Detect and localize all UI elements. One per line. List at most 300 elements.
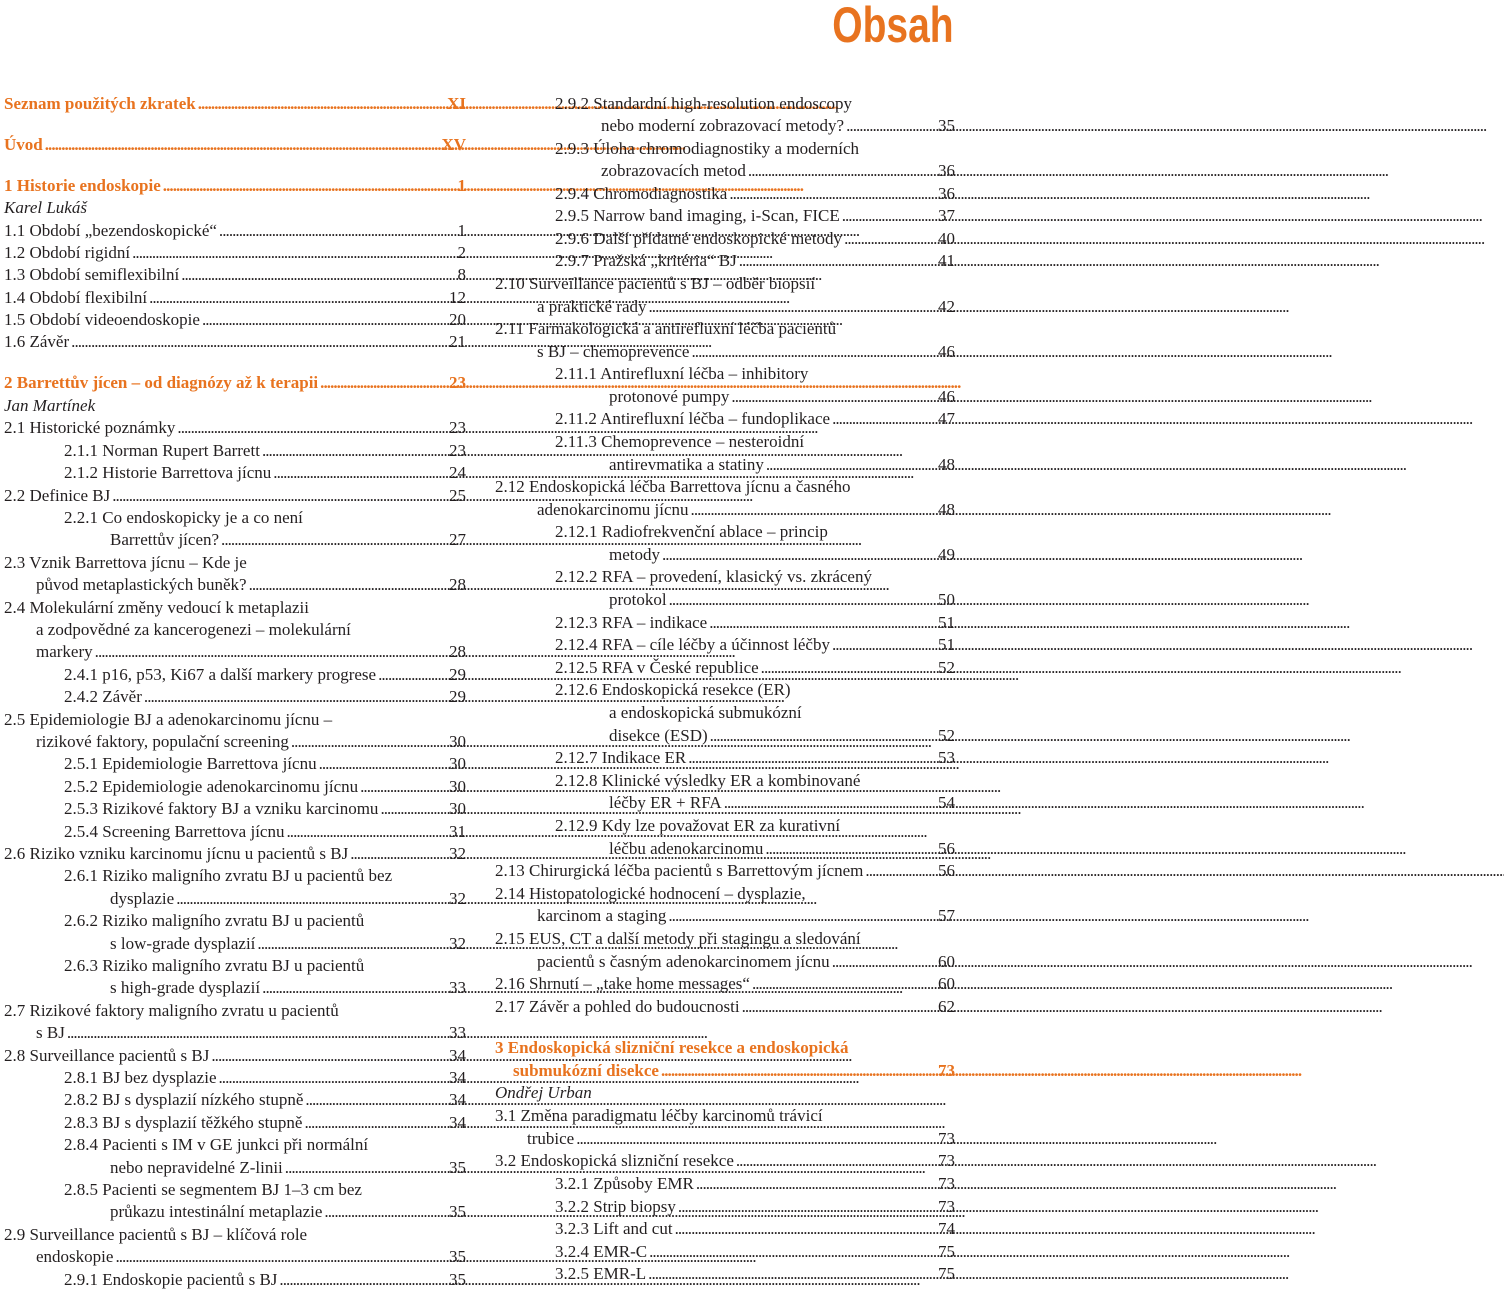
toc-dot-leader xyxy=(320,372,447,394)
toc-entry-title: Barrettův jícen? xyxy=(110,530,220,549)
toc-page-number: 35 xyxy=(449,1158,466,1177)
toc-entry-title: 2.4.2 Závěr xyxy=(64,687,142,706)
toc-entry-title: léčbu adenokarcinomu xyxy=(609,839,764,858)
toc-entry xyxy=(0,372,466,394)
toc-dot-leader xyxy=(219,220,456,242)
toc-entry-title: submukózní disekce xyxy=(513,1061,659,1080)
toc-entry-title: 2.9.6 Další přídatné endoskopické metody xyxy=(555,229,843,248)
toc-page-number: 1 xyxy=(457,221,466,240)
toc-dot-leader xyxy=(691,499,936,521)
toc-entry xyxy=(0,798,466,820)
toc-entry xyxy=(0,331,466,353)
toc-entry xyxy=(0,264,466,286)
toc-entry xyxy=(493,860,955,882)
toc-entry-title: nebo nepravidelné Z-linii xyxy=(110,1158,283,1177)
toc-dot-leader xyxy=(648,1263,936,1285)
toc-entry xyxy=(493,1060,955,1082)
toc-entry xyxy=(0,933,466,955)
toc-entry xyxy=(493,499,955,521)
toc-dot-leader xyxy=(257,933,447,955)
toc-entry xyxy=(0,731,466,753)
toc-entry-title: 2.8.1 BJ bez dysplazie xyxy=(64,1068,217,1087)
toc-page-number: 29 xyxy=(449,687,466,706)
toc-entry xyxy=(0,417,466,439)
toc-entry-title: 1.5 Období videoendoskopie xyxy=(4,310,200,329)
toc-dot-leader xyxy=(291,731,447,753)
toc-entry xyxy=(0,485,466,507)
toc-entry-title: a endoskopická submukózní xyxy=(609,703,802,722)
toc-entry xyxy=(493,183,955,205)
toc-page-number: 28 xyxy=(449,575,466,594)
toc-dot-leader xyxy=(115,1246,447,1268)
toc-entry-title: 2.17 Závěr a pohled do budoucnosti xyxy=(495,997,740,1016)
toc-page-number: 30 xyxy=(449,754,466,773)
toc-dot-leader xyxy=(844,228,936,250)
toc-entry xyxy=(493,1037,955,1059)
toc-entry xyxy=(493,1105,955,1127)
toc-entry-title: 2.12 Endoskopická léčba Barrettova jícnu a časného xyxy=(495,477,851,496)
toc-page-number: 75 xyxy=(938,1242,955,1261)
toc-dot-leader xyxy=(832,408,936,430)
toc-entry xyxy=(493,228,955,250)
toc-page-number: 40 xyxy=(938,229,955,248)
toc-dot-leader xyxy=(661,1060,936,1082)
toc-entry xyxy=(0,574,466,596)
toc-entry xyxy=(493,973,955,995)
toc-entry-title: a zodpovědné za kancerogenezi – molekulární xyxy=(36,620,351,639)
toc-entry-title: 2.6.1 Riziko maligního zvratu BJ u pacientů bez xyxy=(64,866,393,885)
toc-page-number: 32 xyxy=(449,889,466,908)
toc-entry-title: 2.11.2 Antirefluxní léčba – fundoplikace xyxy=(555,409,831,428)
toc-entry-title: nebo moderní zobrazovací metody? xyxy=(601,116,845,135)
toc-entry xyxy=(0,220,466,242)
toc-page-number: 60 xyxy=(938,952,955,971)
toc-page-number: 35 xyxy=(449,1247,466,1266)
toc-entry-title: 1.6 Závěr xyxy=(4,332,70,351)
toc-entry xyxy=(493,115,955,137)
toc-entry xyxy=(493,273,955,295)
toc-dot-leader xyxy=(144,686,447,708)
toc-entry xyxy=(493,544,955,566)
toc-page-number: 33 xyxy=(449,978,466,997)
toc-page-number: 73 xyxy=(938,1061,955,1080)
toc-entry xyxy=(0,1000,466,1022)
toc-dot-leader xyxy=(219,1067,448,1089)
toc-entry-title: 2.2.1 Co endoskopicky je a co není xyxy=(64,508,303,527)
toc-entry xyxy=(0,1134,466,1156)
toc-entry xyxy=(493,1128,955,1150)
toc-entry xyxy=(0,1179,466,1201)
toc-author xyxy=(493,1082,955,1104)
toc-dot-leader xyxy=(198,93,445,115)
toc-entry xyxy=(493,905,955,927)
toc-dot-leader xyxy=(249,574,447,596)
toc-dot-leader xyxy=(832,951,936,973)
toc-entry xyxy=(493,296,955,318)
toc-page-number: 41 xyxy=(938,251,955,270)
toc-entry xyxy=(0,641,466,663)
toc-entry xyxy=(0,709,466,731)
toc-page-number: 33 xyxy=(449,1023,466,1042)
toc-entry xyxy=(0,753,466,775)
toc-dot-leader xyxy=(688,747,936,769)
toc-entry-title: 2.5.1 Epidemiologie Barrettova jícnu xyxy=(64,754,317,773)
toc-entry-title: disekce (ESD) xyxy=(609,726,708,745)
toc-page-number: 28 xyxy=(449,642,466,661)
toc-entry xyxy=(0,1067,466,1089)
toc-entry xyxy=(493,454,955,476)
toc-entry xyxy=(493,1263,955,1285)
toc-entry-title: 2.15 EUS, CT a další metody při stagingu a sledování xyxy=(495,929,861,948)
toc-entry xyxy=(493,408,955,430)
toc-dot-leader xyxy=(132,242,455,264)
toc-entry-title: s low-grade dysplazií xyxy=(110,934,256,953)
toc-entry-title: adenokarcinomu jícnu xyxy=(537,500,689,519)
toc-page-number: 36 xyxy=(938,161,955,180)
toc-entry-title: protonové pumpy xyxy=(609,387,730,406)
toc-entry-title: 2.8.2 BJ s dysplazií nízkého stupně xyxy=(64,1090,304,1109)
toc-dot-leader xyxy=(112,485,447,507)
toc-entry xyxy=(493,476,955,498)
toc-entry xyxy=(493,566,955,588)
toc-dot-leader xyxy=(71,331,447,353)
toc-page-number: 53 xyxy=(938,748,955,767)
toc-entry xyxy=(493,250,955,272)
toc-dot-leader xyxy=(669,589,936,611)
toc-dot-leader xyxy=(710,725,936,747)
toc-dot-leader xyxy=(675,1218,936,1240)
toc-dot-leader xyxy=(736,1150,936,1172)
toc-author xyxy=(0,395,466,417)
toc-entry xyxy=(493,657,955,679)
toc-dot-leader xyxy=(668,905,936,927)
toc-entry xyxy=(0,888,466,910)
toc-entry-title: 2.5.4 Screening Barrettova jícnu xyxy=(64,822,285,841)
toc-entry xyxy=(0,1201,466,1223)
toc-entry-title: 3.2 Endoskopická slizniční resekce xyxy=(495,1151,734,1170)
toc-entry xyxy=(0,93,466,115)
toc-entry xyxy=(493,1241,955,1263)
toc-page-number: 30 xyxy=(449,732,466,751)
toc-entry xyxy=(493,318,955,340)
toc-entry xyxy=(493,431,955,453)
toc-dot-leader xyxy=(319,753,447,775)
toc-entry-title: léčby ER + RFA xyxy=(609,793,722,812)
toc-page-number: 25 xyxy=(449,486,466,505)
toc-entry xyxy=(493,883,955,905)
toc-entry xyxy=(0,597,466,619)
toc-entry-title: karcinom a staging xyxy=(537,906,667,925)
toc-dot-leader xyxy=(761,657,936,679)
toc-entry-title: Karel Lukáš xyxy=(4,198,87,217)
toc-page-number: 30 xyxy=(449,777,466,796)
toc-dot-leader xyxy=(262,440,447,462)
toc-entry-title: 2.8.4 Pacienti s IM v GE junkci při normální xyxy=(64,1135,369,1154)
toc-dot-leader xyxy=(865,860,936,882)
toc-page-number: 46 xyxy=(938,387,955,406)
toc-entry-title: 2.1 Historické poznámky xyxy=(4,418,176,437)
toc-entry xyxy=(0,462,466,484)
toc-entry xyxy=(0,977,466,999)
toc-entry xyxy=(493,1218,955,1240)
toc-entry xyxy=(0,843,466,865)
toc-page-number: 73 xyxy=(938,1129,955,1148)
toc-page-number: 75 xyxy=(938,1264,955,1283)
toc-dot-leader xyxy=(163,175,456,197)
toc-entry-title: 2.8.5 Pacienti se segmentem BJ 1–3 cm bez xyxy=(64,1180,362,1199)
toc-dot-leader xyxy=(748,160,936,182)
toc-entry-title: 2.9.1 Endoskopie pacientů s BJ xyxy=(64,1270,278,1289)
toc-entry-title: 2.12.3 RFA – indikace xyxy=(555,613,708,632)
toc-page-number: 35 xyxy=(938,116,955,135)
toc-entry-title: 2.6.2 Riziko maligního zvratu BJ u pacientů xyxy=(64,911,365,930)
toc-entry xyxy=(493,725,955,747)
toc-dot-leader xyxy=(765,838,936,860)
toc-dot-leader xyxy=(177,417,447,439)
toc-entry xyxy=(0,664,466,686)
page-title: Obsah xyxy=(832,0,954,53)
toc-page-number: 54 xyxy=(938,793,955,812)
toc-entry-title: a praktické rady xyxy=(537,297,647,316)
toc-dot-leader xyxy=(221,529,447,551)
toc-entry xyxy=(493,1173,955,1195)
toc-page-number: 73 xyxy=(938,1151,955,1170)
toc-page-number: 29 xyxy=(449,665,466,684)
toc-entry xyxy=(0,287,466,309)
toc-dot-leader xyxy=(678,1196,936,1218)
toc-dot-leader xyxy=(305,1089,447,1111)
toc-entry xyxy=(493,792,955,814)
toc-entry xyxy=(493,996,955,1018)
toc-entry-title: 3.2.4 EMR-C xyxy=(555,1242,648,1261)
toc-page-number: 47 xyxy=(938,409,955,428)
toc-dot-leader xyxy=(360,776,447,798)
toc-entry-title: 2.9.7 Pražská „kritéria“ BJ xyxy=(555,251,737,270)
toc-entry-title: protokol xyxy=(609,590,667,609)
toc-entry-title: 2.8 Surveillance pacientů s BJ xyxy=(4,1046,210,1065)
toc-entry-title: 2.5.2 Epidemiologie adenokarcinomu jícnu xyxy=(64,777,359,796)
toc-entry-title: 2.12.8 Klinické výsledky ER a kombinované xyxy=(555,771,861,790)
toc-entry xyxy=(0,865,466,887)
toc-entry-title: 2.5 Epidemiologie BJ a adenokarcinomu jícnu – xyxy=(4,710,333,729)
toc-entry xyxy=(0,821,466,843)
toc-dot-leader xyxy=(273,462,447,484)
toc-dot-leader xyxy=(649,1241,936,1263)
toc-page-number: 27 xyxy=(449,530,466,549)
toc-entry xyxy=(493,160,955,182)
toc-entry-title: 2.6 Riziko vzniku karcinomu jícnu u pacientů s BJ xyxy=(4,844,349,863)
toc-entry-title: 2.4 Molekulární změny vedoucí k metaplazii xyxy=(4,598,309,617)
toc-dot-leader xyxy=(662,544,936,566)
toc-entry xyxy=(0,686,466,708)
toc-entry-title: s BJ – chemoprevence xyxy=(537,342,690,361)
toc-entry-title: 3.2.3 Lift and cut xyxy=(555,1219,673,1238)
toc-page-number: XV xyxy=(441,135,466,154)
toc-entry-title: 1.2 Období rigidní xyxy=(4,243,131,262)
toc-dot-leader xyxy=(846,115,936,137)
toc-entry xyxy=(0,175,466,197)
toc-dot-leader xyxy=(724,792,936,814)
toc-dot-leader xyxy=(731,386,936,408)
toc-entry-title: 2.16 Shrnutí – „take home messages“ xyxy=(495,974,750,993)
toc-dot-leader xyxy=(286,821,447,843)
toc-page-number: 30 xyxy=(449,799,466,818)
toc-page-number: 51 xyxy=(938,613,955,632)
toc-dot-leader xyxy=(576,1128,936,1150)
toc-dot-leader xyxy=(709,612,936,634)
toc-dot-leader xyxy=(262,977,447,999)
toc-page-number: 48 xyxy=(938,455,955,474)
toc-entry-title: 2.7 Rizikové faktory maligního zvratu u pacientů xyxy=(4,1001,339,1020)
toc-entry-title: dysplazie xyxy=(110,889,175,908)
toc-entry xyxy=(493,770,955,792)
toc-dot-leader xyxy=(691,341,936,363)
toc-entry-title: 2.12.4 RFA – cíle léčby a účinnost léčby xyxy=(555,635,830,654)
toc-page-number: 23 xyxy=(449,373,466,392)
toc-page-number: 49 xyxy=(938,545,955,564)
toc-page-number: 23 xyxy=(449,418,466,437)
toc-entry xyxy=(493,589,955,611)
toc-page-number: 2 xyxy=(457,243,466,262)
toc-page-number: 34 xyxy=(449,1046,466,1065)
toc-entry xyxy=(493,634,955,656)
toc-page-number: 51 xyxy=(938,635,955,654)
toc-entry xyxy=(0,776,466,798)
toc-entry-title: 2.12.7 Indikace ER xyxy=(555,748,687,767)
toc-entry-title: antirevmatika a statiny xyxy=(609,455,764,474)
toc-entry xyxy=(0,1089,466,1111)
toc-dot-leader xyxy=(742,996,936,1018)
toc-entry-title: markery xyxy=(36,642,93,661)
toc-entry-title: s high-grade dysplazií xyxy=(110,978,261,997)
toc-entry-title: 3.2.2 Strip biopsy xyxy=(555,1197,676,1216)
toc-entry-title: 3 Endoskopická slizniční resekce a endoskopická xyxy=(495,1038,849,1057)
toc-dot-leader xyxy=(324,1201,447,1223)
toc-entry-title: metody xyxy=(609,545,660,564)
toc-page-number: 73 xyxy=(938,1197,955,1216)
toc-entry-title: 2.12.9 Kdy lze považovat ER za kurativní xyxy=(555,816,841,835)
toc-entry-title: průkazu intestinální metaplazie xyxy=(110,1202,323,1221)
toc-entry xyxy=(0,1269,466,1291)
toc-entry-title: 2.11.3 Chemoprevence – nesteroidní xyxy=(555,432,805,451)
toc-page-number: 32 xyxy=(449,934,466,953)
toc-entry-title: Ondřej Urban xyxy=(495,1083,592,1102)
toc-page-number: 37 xyxy=(938,206,955,225)
toc-entry-title: 2.13 Chirurgická léčba pacientů s Barrettovým jícnem xyxy=(495,861,864,880)
toc-page-number: 56 xyxy=(938,839,955,858)
toc-dot-leader xyxy=(739,250,936,272)
toc-dot-leader xyxy=(696,1173,936,1195)
toc-page-number: 62 xyxy=(938,997,955,1016)
toc-entry-title: 2.8.3 BJ s dysplazií těžkého stupně xyxy=(64,1113,303,1132)
toc-entry-title: 2.11.1 Antirefluxní léčba – inhibitory xyxy=(555,364,809,383)
toc-entry-title: původ metaplastických buněk? xyxy=(36,575,247,594)
toc-entry xyxy=(0,1246,466,1268)
toc-page-number: 20 xyxy=(449,310,466,329)
toc-dot-leader xyxy=(285,1157,447,1179)
toc-page-number: 23 xyxy=(449,441,466,460)
toc-entry xyxy=(493,138,955,160)
toc-entry-title: 3.1 Změna paradigmatu léčby karcinomů trávicí xyxy=(495,1106,823,1125)
toc-entry-title: 2.9.3 Úloha chromodiagnostiky a moderních xyxy=(555,139,860,158)
toc-entry xyxy=(0,134,466,156)
toc-entry-title: 2.1.2 Historie Barrettova jícnu xyxy=(64,463,272,482)
toc-entry-title: 2.5.3 Rizikové faktory BJ a vzniku karcinomu xyxy=(64,799,379,818)
toc-entry xyxy=(493,521,955,543)
toc-page-number: 35 xyxy=(449,1202,466,1221)
toc-entry xyxy=(0,1045,466,1067)
toc-entry-title: Jan Martínek xyxy=(4,396,96,415)
toc-entry xyxy=(0,1022,466,1044)
toc-entry-title: s BJ xyxy=(36,1023,65,1042)
toc-entry-title: 2.3 Vznik Barrettova jícnu – Kde je xyxy=(4,553,247,572)
toc-entry xyxy=(493,205,955,227)
toc-entry xyxy=(493,341,955,363)
toc-entry xyxy=(493,363,955,385)
toc-entry xyxy=(0,1157,466,1179)
toc-entry xyxy=(493,1150,955,1172)
toc-page-number: 50 xyxy=(938,590,955,609)
toc-entry-title: 2.2 Definice BJ xyxy=(4,486,111,505)
toc-entry-title: 2.6.3 Riziko maligního zvratu BJ u pacientů xyxy=(64,956,365,975)
toc-entry-title: trubice xyxy=(527,1129,575,1148)
toc-dot-leader xyxy=(752,973,936,995)
toc-entry xyxy=(493,93,955,115)
toc-dot-leader xyxy=(279,1269,447,1291)
toc-entry-title: 2.12.5 RFA v České republice xyxy=(555,658,759,677)
toc-dot-leader xyxy=(766,454,936,476)
toc-page-number: 8 xyxy=(457,265,466,284)
toc-entry-title: pacientů s časným adenokarcinomem jícnu xyxy=(537,952,830,971)
toc-entry xyxy=(0,955,466,977)
toc-page-number: 32 xyxy=(449,844,466,863)
toc-entry-title: rizikové faktory, populační screening xyxy=(36,732,289,751)
toc-entry xyxy=(0,440,466,462)
toc-dot-leader xyxy=(176,888,447,910)
toc-entry-title: 2.4.1 p16, p53, Ki67 a další markery progrese xyxy=(64,665,377,684)
toc-page-number: 60 xyxy=(938,974,955,993)
toc-page-number: 74 xyxy=(938,1219,955,1238)
toc-entry xyxy=(493,951,955,973)
toc-entry-title: 2.10 Surveillance pacientů s BJ – odběr biopsií xyxy=(495,274,816,293)
toc-page-number: 36 xyxy=(938,184,955,203)
toc-entry xyxy=(0,529,466,551)
toc-entry xyxy=(493,702,955,724)
toc-entry-title: 1.4 Období flexibilní xyxy=(4,288,148,307)
toc-dot-leader xyxy=(95,641,447,663)
toc-entry-title: Seznam použitých zkratek xyxy=(4,94,196,113)
toc-entry-title: 2.12.6 Endoskopická resekce (ER) xyxy=(555,680,791,699)
toc-entry xyxy=(493,838,955,860)
toc-entry-title: 2.9.5 Narrow band imaging, i-Scan, FICE xyxy=(555,206,840,225)
toc-entry-title: 1.3 Období semiflexibilní xyxy=(4,265,180,284)
toc-entry xyxy=(493,928,955,950)
toc-entry xyxy=(493,815,955,837)
toc-entry xyxy=(493,747,955,769)
toc-entry-title: 1 Historie endoskopie xyxy=(4,176,161,195)
toc-page-number: 12 xyxy=(449,288,466,307)
toc-page-number: 52 xyxy=(938,658,955,677)
toc-page-number: 52 xyxy=(938,726,955,745)
toc-dot-leader xyxy=(832,634,936,656)
toc-entry-title: 3.2.5 EMR-L xyxy=(555,1264,647,1283)
toc-page-number: 34 xyxy=(449,1090,466,1109)
toc-page-number: XI xyxy=(447,94,466,113)
toc-entry-title: 2.9.4 Chromodiagnostika xyxy=(555,184,728,203)
toc-entry-title: Úvod xyxy=(4,135,43,154)
toc-page-number: 56 xyxy=(938,861,955,880)
toc-dot-leader xyxy=(378,664,447,686)
